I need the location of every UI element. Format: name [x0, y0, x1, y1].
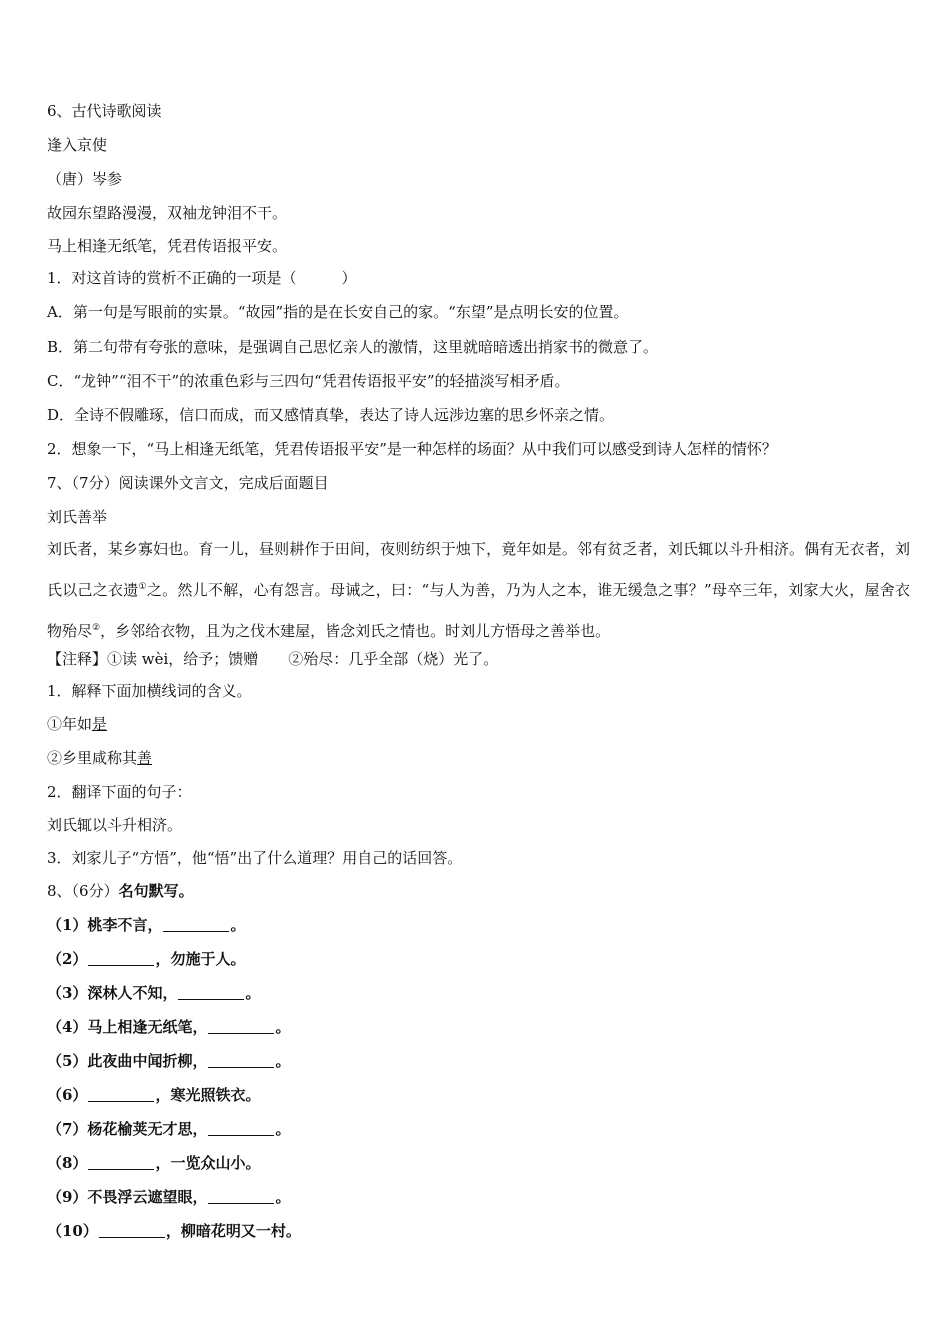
- fill-item-5: [47, 1051, 910, 1071]
- q8-heading-title: 名句默写。: [118, 882, 194, 900]
- fill-item-pre: （5）此夜曲中闻折柳，: [47, 1052, 208, 1070]
- fill-item-post: 。: [275, 1188, 291, 1206]
- fill-item-pre: （7）杨花榆荚无才思，: [47, 1120, 208, 1138]
- answer-blank[interactable]: [208, 1019, 274, 1034]
- item-1-text: ①年如: [47, 715, 93, 733]
- answer-blank[interactable]: [208, 1189, 274, 1204]
- fill-item-post: 。: [230, 916, 246, 934]
- passage-text: [47, 530, 910, 650]
- passage-part-c: ，乡邻给衣物，且为之伐木建屋，皆念刘氏之情也。时刘儿方悟母之善举也。: [100, 622, 611, 640]
- fill-item-post: ，寒光照铁衣。: [155, 1086, 261, 1104]
- poem-line-1: 故园东望路漫漫，双袖龙钟泪不干。: [47, 204, 288, 222]
- item-2-text: ②乡里咸称其: [47, 749, 138, 767]
- fill-item-10: [47, 1221, 910, 1241]
- q7-sub-question-3: 3．刘家儿子“方悟”，他“悟”出了什么道理？用自己的话回答。: [47, 849, 463, 867]
- q7-heading: 7、（7分）阅读课外文言文，完成后面题目: [47, 474, 329, 492]
- fill-item-pre: （8）: [47, 1154, 88, 1172]
- poem-line-2: 马上相逢无纸笔，凭君传语报平安。: [47, 237, 288, 255]
- fill-item-pre: （4）马上相逢无纸笔，: [47, 1018, 208, 1036]
- poem-title: 逢入京使: [47, 136, 108, 154]
- option-b: B．第二句带有夸张的意味，是强调自己思忆亲人的激情，这里就暗暗透出捎家书的微意了。: [47, 338, 659, 356]
- poem-author: （唐）岑参: [47, 170, 123, 188]
- fill-item-post: 。: [275, 1120, 291, 1138]
- fill-item-pre: （3）深林人不知，: [47, 984, 178, 1002]
- option-d: D．全诗不假雕琢，信口而成，而又感情真挚，表达了诗人远涉边塞的思乡怀亲之情。: [47, 406, 615, 424]
- fill-item-6: [47, 1085, 910, 1105]
- fill-item-3: [47, 983, 910, 1003]
- answer-blank[interactable]: [88, 1087, 154, 1102]
- item-2-underlined-word: 善: [137, 749, 153, 767]
- answer-blank[interactable]: [88, 951, 154, 966]
- fill-item-2: [47, 949, 910, 969]
- q7-item-1: [47, 714, 910, 734]
- item-1-underlined-word: 是: [92, 715, 108, 733]
- fill-item-post: ，勿施于人。: [155, 950, 246, 968]
- answer-blank[interactable]: [99, 1223, 165, 1238]
- fill-item-post: ，一览众山小。: [155, 1154, 261, 1172]
- passage-part-b: 之。然儿不解，心有怨言。母诫之，曰：“与人为善，乃为人之本，谁无缓急之事？”母卒三年，刘家大火，屋舍衣物殆尽: [47, 581, 910, 640]
- answer-blank[interactable]: [163, 917, 229, 932]
- fill-item-pre: （6）: [47, 1086, 88, 1104]
- q7-sub-question-2: 2．翻译下面的句子：: [47, 783, 192, 801]
- fill-item-4: [47, 1017, 910, 1037]
- note-mark-1: ①: [138, 582, 147, 592]
- annotations: 【注释】①读 wèi，给予；馈赠 ②殆尽：几乎全部（烧）光了。: [47, 650, 499, 668]
- fill-item-pre: （10）: [47, 1222, 98, 1240]
- q8-heading: [47, 881, 910, 901]
- q6-heading: 6、古代诗歌阅读: [47, 102, 162, 120]
- fill-item-post: 。: [275, 1052, 291, 1070]
- answer-blank[interactable]: [208, 1121, 274, 1136]
- fill-item-pre: （2）: [47, 950, 88, 968]
- q6-sub-question-1: 1．对这首诗的赏析不正确的一项是（ ）: [47, 269, 357, 287]
- q7-sentence: 刘氏辄以斗升相济。: [47, 816, 183, 834]
- answer-blank[interactable]: [178, 985, 244, 1000]
- q7-item-2: [47, 748, 910, 768]
- answer-blank[interactable]: [88, 1155, 154, 1170]
- passage-part-a: 刘氏者，某乡寡妇也。育一儿，昼则耕作于田间，夜则纺织于烛下，竟年如是。邻有贫乏者，刘氏辄以斗升相济。偶有无衣者，刘氏以己之衣遗: [47, 540, 910, 599]
- fill-item-post: ，柳暗花明又一村。: [165, 1222, 301, 1240]
- fill-item-9: [47, 1187, 910, 1207]
- fill-item-pre: （1）桃李不言，: [47, 916, 163, 934]
- q7-sub-question-1: 1．解释下面加横线词的含义。: [47, 682, 252, 700]
- fill-item-1: [47, 915, 910, 935]
- note-mark-2: ②: [92, 623, 101, 633]
- fill-item-8: [47, 1153, 910, 1173]
- fill-item-7: [47, 1119, 910, 1139]
- q6-sub-question-2: 2．想象一下，“马上相逢无纸笔，凭君传语报平安”是一种怎样的场面？从中我们可以感受到诗人怎样的情怀？: [47, 440, 777, 458]
- option-c: C．“龙钟”“泪不干”的浓重色彩与三四句“凭君传语报平安”的轻描淡写相矛盾。: [47, 372, 570, 390]
- fill-item-post: 。: [275, 1018, 291, 1036]
- q8-heading-prefix: 8、（6分）: [47, 882, 119, 900]
- passage-title: 刘氏善举: [47, 508, 108, 526]
- answer-blank[interactable]: [208, 1053, 274, 1068]
- fill-item-post: 。: [245, 984, 261, 1002]
- fill-item-pre: （9）不畏浮云遮望眼，: [47, 1188, 208, 1206]
- option-a: A．第一句是写眼前的实景。“故园”指的是在长安自己的家。“东望”是点明长安的位置。: [47, 303, 629, 321]
